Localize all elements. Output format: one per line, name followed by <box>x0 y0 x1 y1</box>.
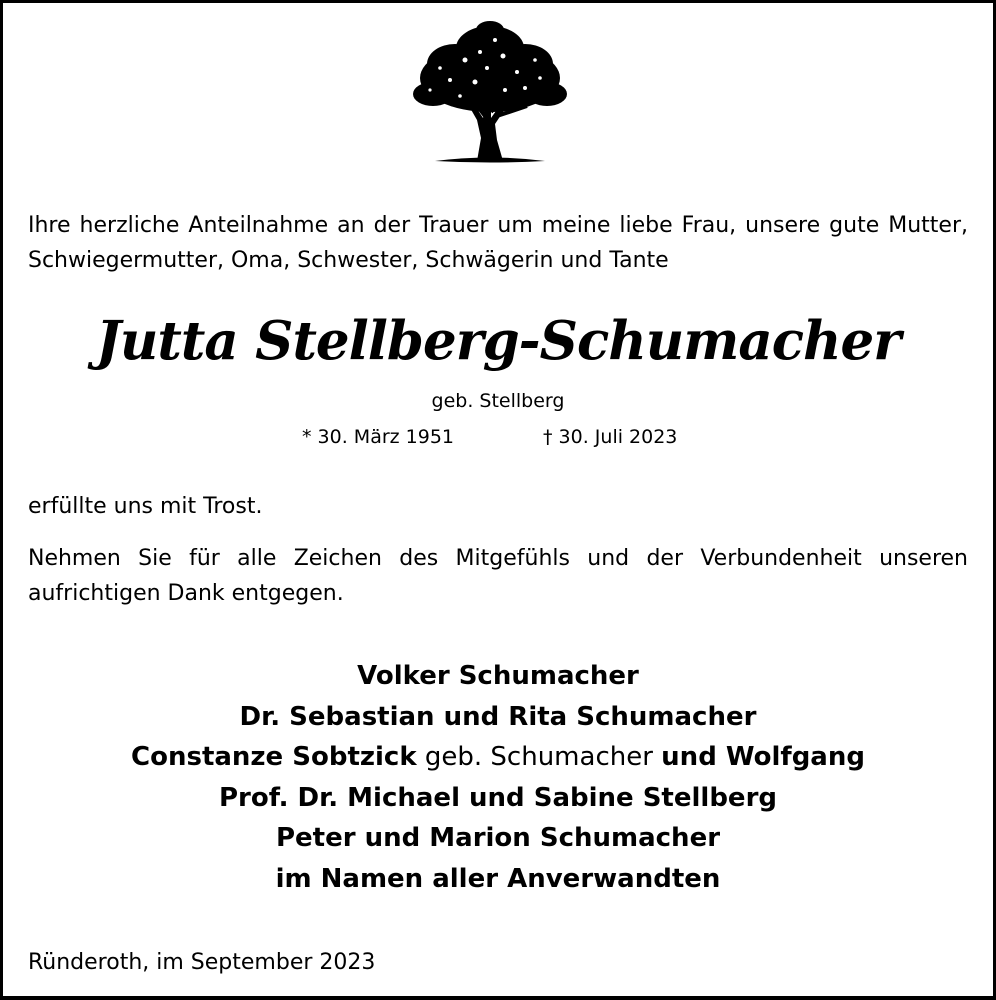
signatory-line: Volker Schumacher <box>357 661 639 691</box>
maiden-name: geb. Stellberg <box>431 390 565 412</box>
signatories <box>0 656 996 899</box>
signatory-line: Peter und Marion Schumacher <box>275 823 721 853</box>
signatory-line: im Namen aller Anverwandten <box>275 863 721 894</box>
place-date: Ründeroth, im September 2023 <box>28 950 376 975</box>
signatory-line: Constanze Sobtzick geb. Schumacher und Wolfgang <box>131 742 865 772</box>
deceased-name: Jutta Stellberg-Schumacher <box>95 310 901 372</box>
intro-text: Ihre herzliche Anteilnahme an der Trauer um meine liebe Frau, unsere gute Mutter, Schwiegermutter, Oma, Schwester, Schwägerin und Tante <box>28 213 968 273</box>
tree-icon <box>405 20 575 165</box>
thanks-text: Nehmen Sie für alle Zeichen des Mitgefühls und der Verbundenheit unseren aufrichtigen Dank entgegen. <box>28 546 968 606</box>
birth-date: * 30. März 1951 <box>302 426 455 448</box>
death-date: † 30. Juli 2023 <box>543 426 678 448</box>
comfort-text: erfüllte uns mit Trost. <box>28 494 263 519</box>
signatory-line: Dr. Sebastian und Rita Schumacher <box>239 701 757 732</box>
signatory-line: Prof. Dr. Michael und Sabine Stellberg <box>219 782 777 813</box>
